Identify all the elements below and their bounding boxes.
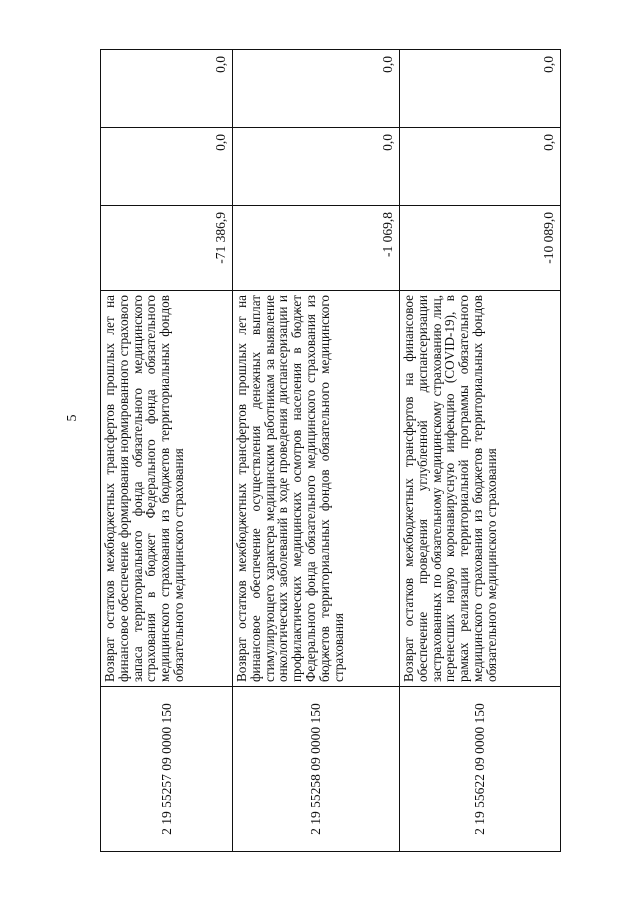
description-cell: Возврат остатков межбюджетных трансфертов на финансовое обеспечение проведения углубленной диспансеризации застрахованных по обязательному медицинскому страхованию лиц, перенесших новую коронавирусную инфекцию (COVID-19), в рамках реализации территориальной программы обязательного медицинского страхования из бюджетов территориальных фондов обязательного медицинского страхования	[400, 291, 561, 687]
description-cell: Возврат остатков межбюджетных трансфертов прошлых лет на финансовое обеспечение формирования нормированного страхового запаса территориального фонда обязательного медицинского страхования в бюджет Федерального фонда обязательного медицинского страхования из бюджетов территориальных фондов обязательного медицинского страхования	[101, 291, 233, 687]
value-cell-2: 0,0	[233, 128, 400, 206]
table-rotator	[100, 50, 560, 852]
rotated-table-area	[100, 50, 560, 852]
budget-table	[100, 49, 561, 852]
value-cell-3: 0,0	[233, 50, 400, 128]
table-row	[233, 50, 400, 852]
budget-code-cell: 2 19 55257 09 0000 150	[101, 687, 233, 852]
value-cell-3: 0,0	[400, 50, 561, 128]
value-cell-1: -10 089,0	[400, 206, 561, 291]
value-cell-2: 0,0	[400, 128, 561, 206]
description-cell: Возврат остатков межбюджетных трансфертов прошлых лет на финансовое обеспечение осуществления денежных выплат стимулирующего характера медицинским работникам за выявление онкологических заболеваний в ходе проведения диспансеризации и профилактических медицинских осмотров населения в бюджет Федерального фонда обязательного медицинского страхования из бюджетов территориальных фондов обязательного медицинского страхования	[233, 291, 400, 687]
budget-code-cell: 2 19 55258 09 0000 150	[233, 687, 400, 852]
value-cell-2: 0,0	[101, 128, 233, 206]
page-number: 5	[65, 414, 80, 422]
value-cell-1: -1 069,8	[233, 206, 400, 291]
table-row	[101, 50, 233, 852]
table-row	[400, 50, 561, 852]
value-cell-3: 0,0	[101, 50, 233, 128]
value-cell-1: -71 386,9	[101, 206, 233, 291]
budget-code-cell: 2 19 55622 09 0000 150	[400, 687, 561, 852]
